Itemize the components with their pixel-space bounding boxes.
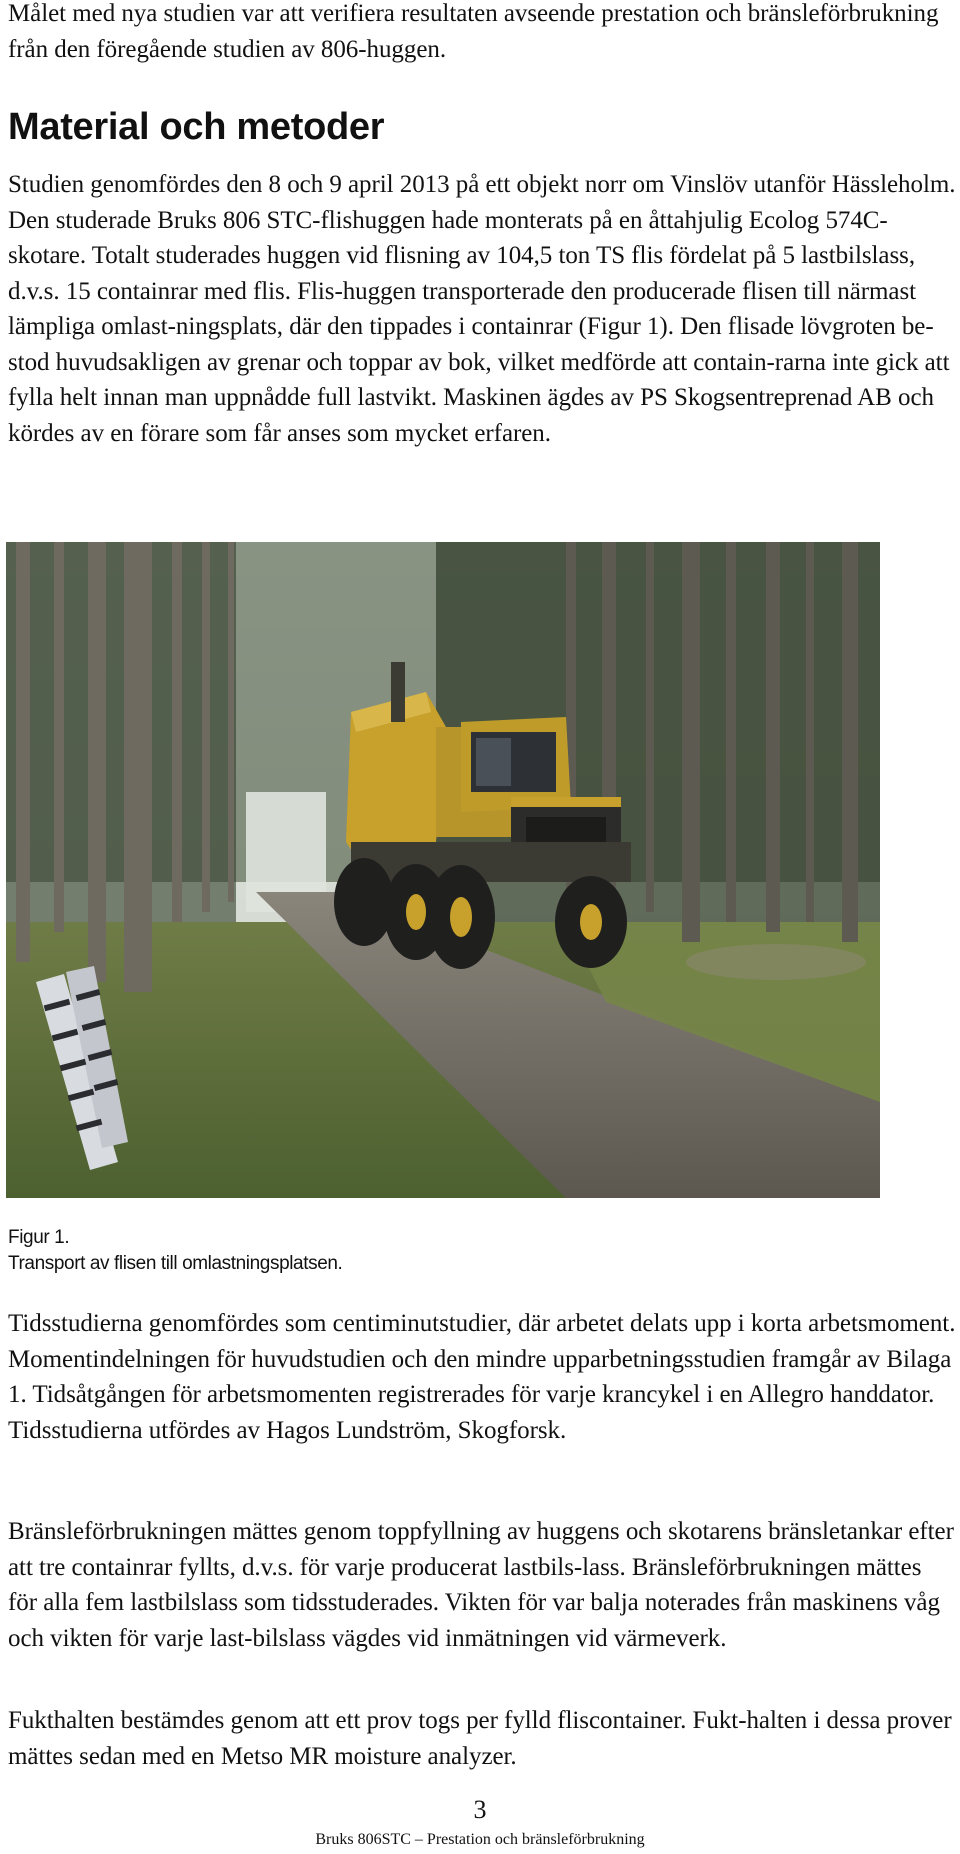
page-footer: Bruks 806STC – Prestation och bränsleförbrukning [315,1831,645,1848]
methods-paragraph: Studien genomfördes den 8 och 9 april 2013 på ett objekt norr om Vinslöv utanför Hässleholm. Den studerade Bruks 806 STC-flishuggen hade monterats på en åttahjulig Ecolog 574C-skotare. Totalt studerades huggen vid flisning av 104,5 ton TS flis fördelat på 5 lastbilslass, d.v.s. 15 containrar med flis. Flis-huggen transporterade den producerade flisen till närmast lämpliga omlast-ningsplats, där den tippades i containrar (Figur 1). Den flisade lövgroten be-stod huvudsakligen av grenar och toppar av bok, vilket medförde att contain-rarna inte gick att fylla helt innan man uppnådde full lastvikt. Maskinen ägdes av PS Skogsentreprenad AB och kördes av en förare som får anses som mycket erfaren. [8,171,956,447]
intro-paragraph: Målet med nya studien var att verifiera resultaten avseende prestation och bränsleförbrukning från den föregående studien av 806-huggen. [8,0,939,63]
fuel-paragraph: Bränsleförbrukningen mättes genom toppfyllning av huggens och skotarens bränsletankar efter att tre containrar fyllts, d.v.s. för varje producerat lastbils-lass. Bränsleförbrukningen mättes för alla fem lastbilslass som tidsstuderades. Vikten för var balja noterades från maskinens våg och vikten för varje last-bilslass vägdes vid inmätningen vid värmeverk. [8,1518,954,1652]
page-number: 3 [473,1795,487,1824]
figure-photo [6,542,880,1198]
forest-chipper-photo [6,542,880,1198]
figure-number: Figur 1. [8,1227,70,1248]
figure-caption: Transport av flisen till omlastningsplatsen. [8,1253,343,1274]
moisture-paragraph: Fukthalten bestämdes genom att ett prov togs per fylld fliscontainer. Fukt-halten i dessa prover mättes sedan med en Metso MR moisture analyzer. [8,1707,952,1770]
time-study-paragraph: Tidsstudierna genomfördes som centiminutstudier, där arbetet delats upp i korta arbetsmoment. Momentindelningen för huvudstudien och den mindre upparbetningsstudien framgår av Bilaga 1. Tidsåtgången för arbetsmomenten registrerades för varje krancykel i en Allegro handdator. Tidsstudierna utfördes av Hagos Lundström, Skogforsk. [8,1310,956,1444]
section-heading: Material och metoder [8,106,385,148]
